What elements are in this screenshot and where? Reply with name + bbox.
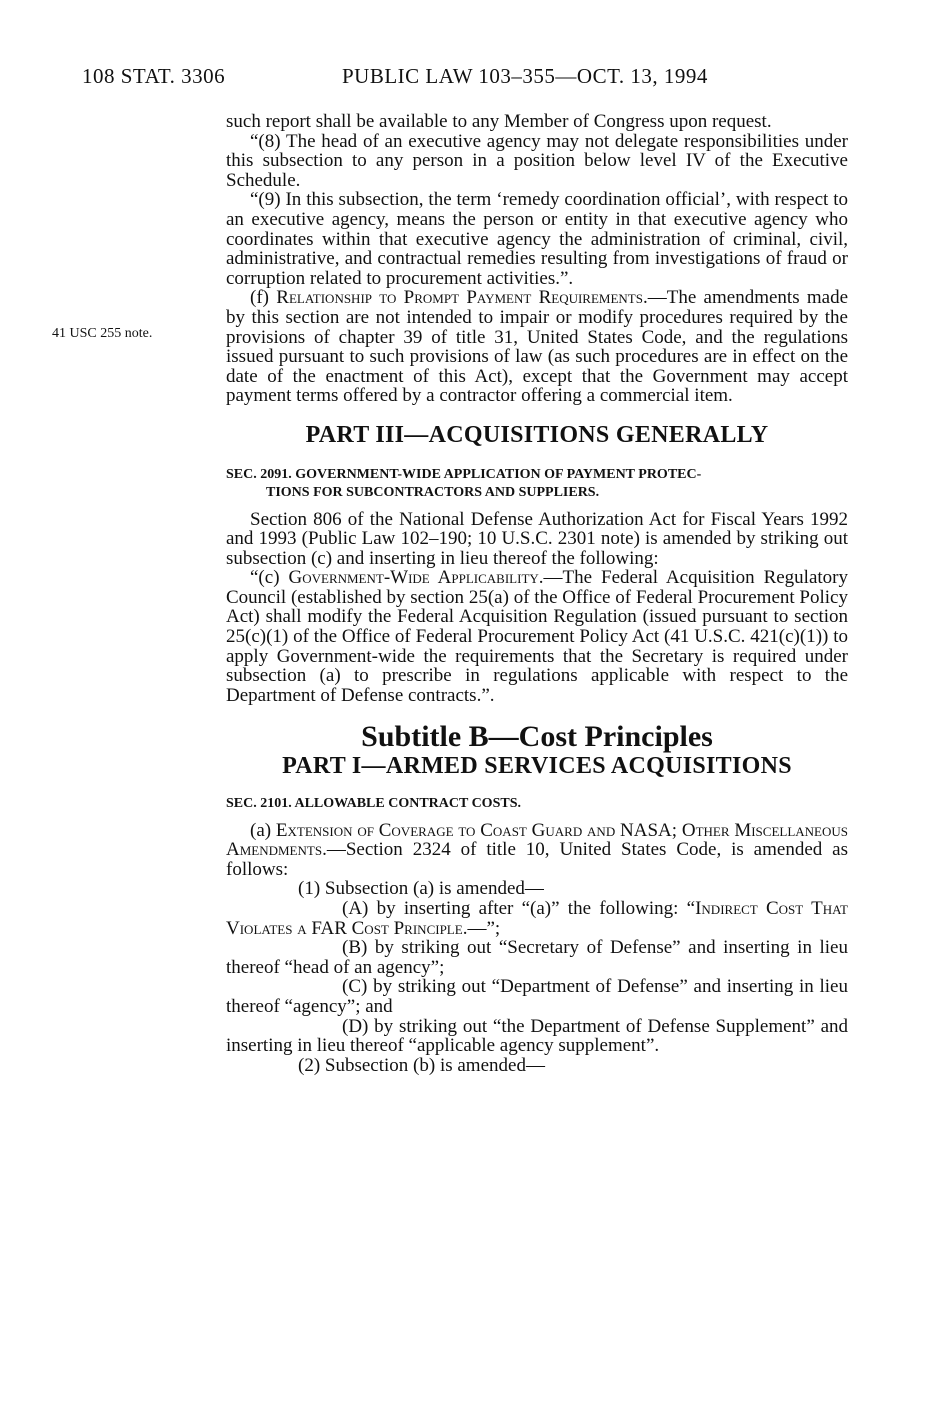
paragraph-9: “(9) In this subsection, the term ‘remedy coordination official’, with respect to an executive agency, means the person or entity in that executive agency who coordinates within that executive agency the administration of criminal, civil, administrative, and contractual remedies resulting from investigations of fraud or corruption related to procurement activities.”. xyxy=(226,189,848,289)
subsection-c-body: .—The Federal Acquisition Regulatory Council (established by section 25(a) of the Office of Federal Procurement Policy Act) shall modify the Federal Acquisition Regulation (issued pursuant to section 25(c)(1) of the Office of Federal Procurement Policy Act (41 U.S.C. 421(c)(1)) to apply Government-wide the requirements that the Secretary is required under subsection (a) to prescribe in regulations applicable with respect to the Department of Defense contracts.”. xyxy=(226,567,848,706)
subsection-c-lead: “(c) xyxy=(250,567,280,589)
subtitle-b-heading: Subtitle B—Cost Principles xyxy=(361,720,713,754)
paragraph-f-body: .—The amendments made by this section are not intended to impair or modify procedures required by the provisions of chapter 39 of title 31, United States Code, and the regulations issued pursuant to such provisions of law (as such procedures are in effect on the date of the enactment of this Act), except that the Government may accept payment terms offered by a contractor offering a commercial item. xyxy=(226,287,849,407)
part-3-heading: PART III—ACQUISITIONS GENERALLY xyxy=(305,421,769,448)
stat-page-reference: 108 STAT. 3306 xyxy=(82,64,226,88)
public-law-reference: PUBLIC LAW 103–355—OCT. 13, 1994 xyxy=(342,64,708,88)
item-D: (D) by striking out “the Department of Defense Supplement” and inserting in lieu thereof “applicable agency supplement”. xyxy=(226,1015,848,1057)
section-2091-text: Section 806 of the National Defense Authorization Act for Fiscal Years 1992 and 1993 (Public Law 102–190; 10 U.S.C. 2301 note) is amended by striking out subsection (c) and inserting in lieu thereof the following: xyxy=(226,508,848,569)
main-text-column xyxy=(226,112,848,1075)
subsection-a-lead: (a) xyxy=(250,819,272,841)
subsection-a-text xyxy=(226,821,848,880)
section-2091-heading xyxy=(226,466,848,502)
item-A-pre: (A) by inserting after “(a)” the following: “ xyxy=(342,898,696,919)
subsection-c-caption: Government-Wide Applicability xyxy=(288,567,539,589)
item-2: (2) Subsection (b) is amended— xyxy=(298,1054,545,1076)
section-2091-heading-line2: TIONS FOR SUBCONTRACTORS AND SUPPLIERS. xyxy=(266,484,600,500)
item-1: (1) Subsection (a) is amended— xyxy=(298,878,544,900)
subsection-a-caption: Extension of Coverage to Coast Guard and NASA; Other Miscellaneous Amendments xyxy=(226,819,848,861)
section-2101-heading: SEC. 2101. ALLOWABLE CONTRACT COSTS. xyxy=(226,795,521,811)
item-A-post: .—”; xyxy=(462,917,501,939)
margin-note: 41 USC 255 note. xyxy=(52,326,153,341)
section-2091-heading-line1: SEC. 2091. GOVERNMENT-WIDE APPLICATION OF PAYMENT PROTEC- xyxy=(226,466,702,482)
paragraph-f-caption: Relationship to Prompt Payment Requirements xyxy=(276,287,643,309)
subsection-c-text xyxy=(226,568,848,705)
paragraph-f xyxy=(226,288,848,406)
item-C: (C) by striking out “Department of Defense” and inserting in lieu thereof “agency”; and xyxy=(226,976,848,1017)
paragraph-f-lead: (f) xyxy=(250,287,269,309)
item-A xyxy=(226,899,848,938)
part-1-heading: PART I—ARMED SERVICES ACQUISITIONS xyxy=(282,753,792,780)
item-A-caption: Indirect Cost That Violates a FAR Cost Principle xyxy=(226,898,848,939)
item-B: (B) by striking out “Secretary of Defense” and inserting in lieu thereof “head of an agency”; xyxy=(226,937,848,978)
paragraph-report-availability: such report shall be available to any Member of Congress upon request. xyxy=(226,111,772,132)
subsection-a-body: .—Section 2324 of title 10, United States Code, is amended as follows: xyxy=(226,839,848,880)
paragraph-8: “(8) The head of an executive agency may not delegate responsibilities under this subsection to any person in a position below level IV of the Executive Schedule. xyxy=(226,130,848,191)
